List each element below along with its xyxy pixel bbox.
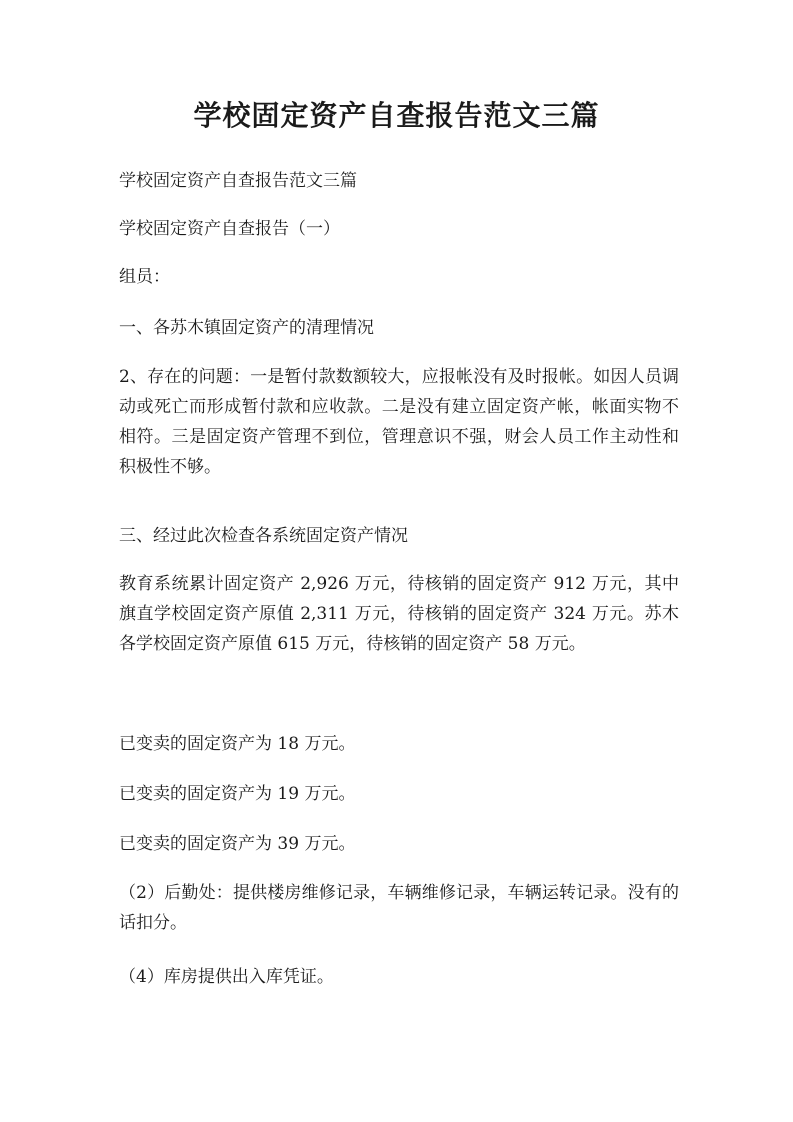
paragraph-logistics: （2）后勤处：提供楼房维修记录，车辆维修记录，车辆运转记录。没有的话扣分。 — [119, 883, 679, 933]
paragraph-sold-18: 已变卖的固定资产为 18 万元。 — [119, 734, 356, 754]
paragraph-sold-39: 已变卖的固定资产为 39 万元。 — [119, 834, 356, 854]
paragraph-report-heading: 学校固定资产自查报告（一） — [119, 219, 340, 239]
paragraph-section-one: 一、各苏木镇固定资产的清理情况 — [119, 318, 374, 338]
paragraph-sold-19: 已变卖的固定资产为 19 万元。 — [119, 784, 356, 804]
paragraph-problems: 2、存在的问题：一是暂付款数额较大，应报帐没有及时报帐。如因人员调动或死亡而形成暂付款和应收款。二是没有建立固定资产帐，帐面实物不相符。三是固定资产管理不到位，管理意识不强，财会人员工作主动性和积极性不够。 — [119, 367, 679, 477]
paragraph-education-assets: 教育系统累计固定资产 2,926 万元，待核销的固定资产 912 万元，其中旗直学校固定资产原值 2,311 万元，待核销的固定资产 324 万元。苏木各学校固定资产原值 615 万元，待核销的固定资产 58 万元。 — [119, 574, 679, 654]
paragraph-section-three: 三、经过此次检查各系统固定资产情况 — [119, 526, 408, 546]
paragraph-members: 组员： — [119, 267, 170, 287]
document-title: 学校固定资产自查报告范文三篇 — [193, 99, 600, 132]
paragraph-warehouse: （4）库房提供出入库凭证。 — [119, 967, 334, 987]
paragraph-subtitle: 学校固定资产自查报告范文三篇 — [119, 171, 357, 191]
